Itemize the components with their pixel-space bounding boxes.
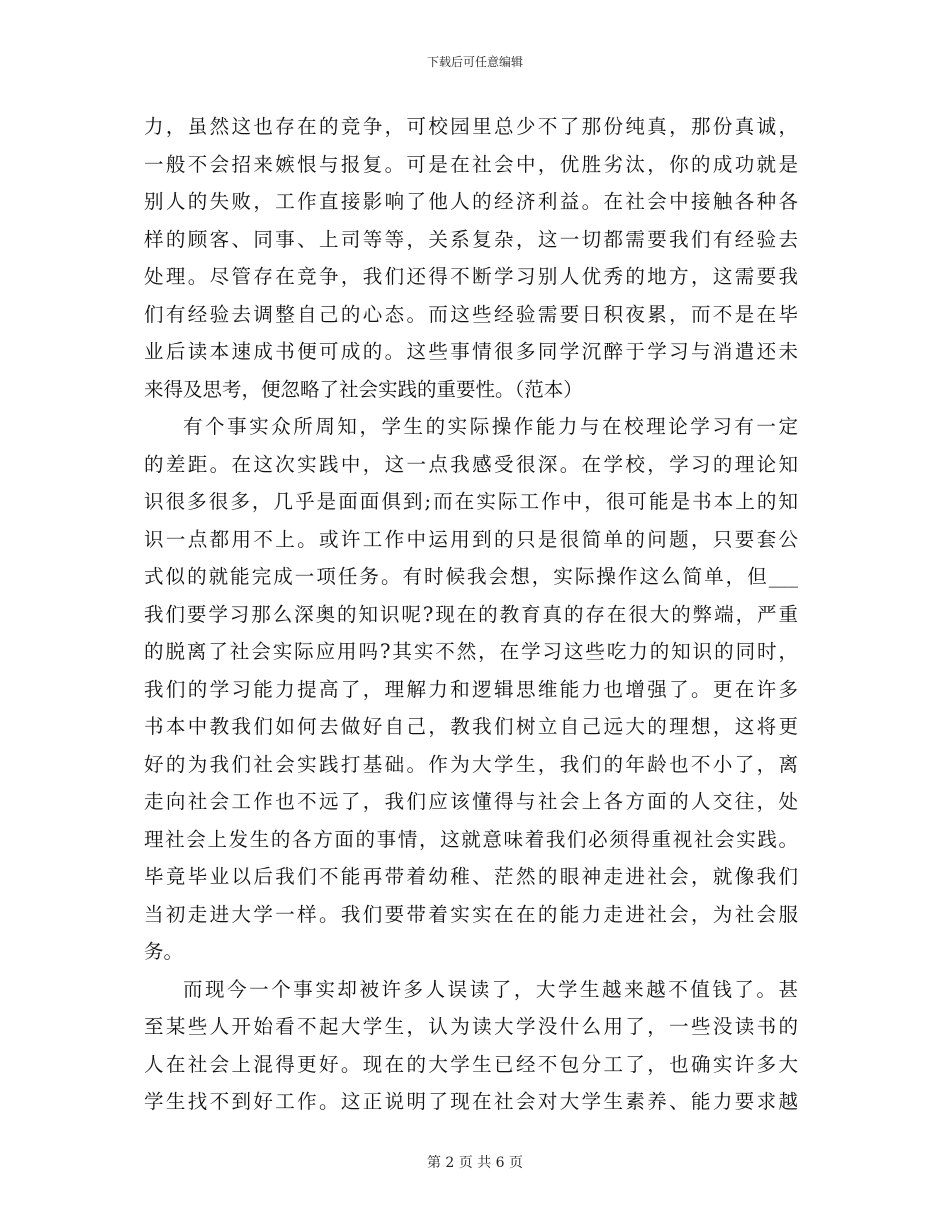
text-line: 力，虽然这也存在的竞争，可校园里总少不了那份纯真，那份真诚， <box>144 115 798 138</box>
text-line: 们有经验去调整自己的心态。而这些经验需要日积夜累，而不是在毕 <box>144 302 798 326</box>
text-line: 毕竟毕业以后我们不能再带着幼稚、茫然的眼神走进社会，就像我们 <box>144 865 798 888</box>
text-line: 当初走进大学一样。我们要带着实实在在的能力走进社会，为社会服 <box>144 902 798 926</box>
text-line: 走向社会工作也不远了，我们应该懂得与社会上各方面的人交往，处 <box>144 790 798 813</box>
document-body <box>144 108 798 1121</box>
text-line: 务。 <box>144 940 184 963</box>
text-line: 式似的就能完成一项任务。有时候我会想，实际操作这么简单，但___ <box>144 565 798 588</box>
text-line: 处理。尽管存在竞争，我们还得不断学习别人优秀的地方，这需要我 <box>144 265 798 288</box>
text-line: 理社会上发生的各方面的事情，这就意味着我们必须得重视社会实践。 <box>144 827 798 851</box>
text-line: 识一点都用不上。或许工作中运用到的只是很简单的问题，只要套公 <box>144 527 798 551</box>
text-line: 至某些人开始看不起大学生，认为读大学没什么用了，一些没读书的 <box>144 1015 798 1038</box>
text-line: 我们要学习那么深奥的知识呢?现在的教育真的存在很大的弊端，严重 <box>144 602 798 626</box>
text-line: 样的顾客、同事、上司等等，关系复杂，这一切都需要我们有经验去 <box>144 227 798 251</box>
text-line: 好的为我们社会实践打基础。作为大学生，我们的年龄也不小了，离 <box>144 752 798 776</box>
text-line: 学生找不到好工作。这正说明了现在社会对大学生素养、能力要求越 <box>144 1090 798 1113</box>
text-line: 业后读本速成书便可成的。这些事情很多同学沉醉于学习与消遣还未 <box>144 340 798 363</box>
text-line: 来得及思考，便忽略了社会实践的重要性。（范本） <box>144 377 583 401</box>
page-footer: 第 2 页 共 6 页 <box>426 1155 524 1171</box>
text-line: 的脱离了社会实际应用吗?其实不然，在学习这些吃力的知识的同时， <box>144 640 798 663</box>
page-header: 下载后可任意编辑 <box>426 55 523 69</box>
text-line: 的差距。在这次实践中，这一点我感受很深。在学校，学习的理论知 <box>144 452 798 476</box>
text-line: 书本中教我们如何去做好自己，教我们树立自己远大的理想，这将更 <box>144 715 798 738</box>
text-line: 别人的失败，工作直接影响了他人的经济利益。在社会中接触各种各 <box>144 190 798 213</box>
text-line: 有个事实众所周知，学生的实际操作能力与在校理论学习有一定 <box>183 415 798 438</box>
text-line: 识很多很多，几乎是面面俱到;而在实际工作中，很可能是书本上的知 <box>144 490 798 513</box>
text-line: 而现今一个事实却被许多人误读了，大学生越来越不值钱了。甚 <box>183 977 798 1001</box>
text-line: 我们的学习能力提高了，理解力和逻辑思维能力也增强了。更在许多 <box>144 677 798 701</box>
text-line: 一般不会招来嫉恨与报复。可是在社会中，优胜劣汰，你的成功就是 <box>144 152 798 176</box>
text-line: 人在社会上混得更好。现在的大学生已经不包分工了，也确实许多大 <box>144 1052 798 1076</box>
